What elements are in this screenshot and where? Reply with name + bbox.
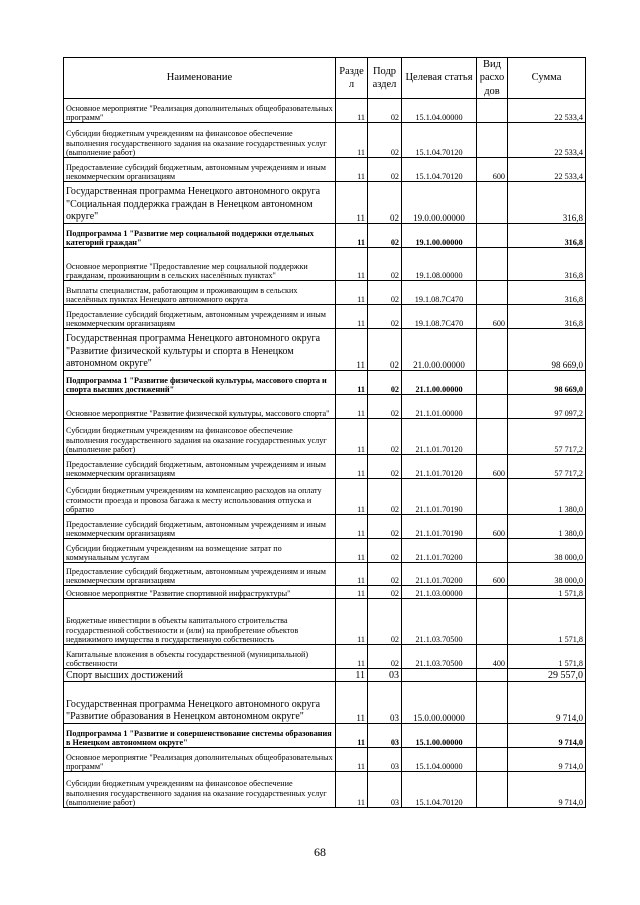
row-razdel: 11	[336, 395, 368, 419]
row-csr: 21.1.00.00000	[402, 371, 477, 395]
header-podrazdel: Подр аздел	[368, 58, 402, 99]
table-row	[64, 669, 586, 682]
row-vr	[477, 99, 508, 123]
row-name: Основное мероприятие "Развитие физической культуры, массового спорта"	[64, 395, 336, 419]
table-row	[64, 371, 586, 395]
row-razdel: 11	[336, 479, 368, 515]
table-row	[64, 182, 586, 224]
table-row	[64, 281, 586, 305]
row-razdel: 11	[336, 329, 368, 371]
row-podrazdel: 02	[368, 599, 402, 645]
table-row	[64, 539, 586, 563]
row-name: Капитальные вложения в объекты государственной (муниципальной) собственности	[64, 645, 336, 669]
row-sum: 1 380,0	[508, 479, 586, 515]
row-podrazdel: 02	[368, 281, 402, 305]
row-podrazdel: 02	[368, 563, 402, 586]
header-name: Наименование	[64, 58, 336, 99]
row-name: Основное мероприятие "Развитие спортивной инфраструктуры"	[64, 586, 336, 599]
row-sum: 9 714,0	[508, 724, 586, 748]
row-vr	[477, 224, 508, 248]
row-razdel: 11	[336, 158, 368, 182]
row-name: Субсидии бюджетным учреждениям на финансовое обеспечение выполнения государственного задания на оказание государственных услуг (выполнение работ)	[64, 772, 336, 808]
row-name: Субсидии бюджетным учреждениям на возмещение затрат по коммунальным услугам	[64, 539, 336, 563]
row-vr	[477, 479, 508, 515]
header-vr: Вид расхо дов	[477, 58, 508, 99]
row-csr: 15.0.00.00000	[402, 682, 477, 724]
table-row	[64, 455, 586, 479]
row-vr	[477, 248, 508, 281]
table-row	[64, 599, 586, 645]
row-name: Субсидии бюджетным учреждениям на финансовое обеспечение выполнения государственного задания на оказание государственных услуг (выполнение работ)	[64, 419, 336, 455]
row-podrazdel: 02	[368, 479, 402, 515]
row-sum: 22 533,4	[508, 123, 586, 158]
row-vr	[477, 748, 508, 772]
table-row	[64, 645, 586, 669]
row-sum: 57 717,2	[508, 419, 586, 455]
table-row	[64, 724, 586, 748]
row-razdel: 11	[336, 724, 368, 748]
row-name: Предоставление субсидий бюджетным, автономным учреждениям и иным некоммерческим организациям	[64, 455, 336, 479]
row-csr: 15.1.04.00000	[402, 99, 477, 123]
row-razdel: 11	[336, 748, 368, 772]
row-name: Субсидии бюджетным учреждениям на финансовое обеспечение выполнения государственного задания на оказание государственных услуг (выполнение работ)	[64, 123, 336, 158]
row-sum: 38 000,0	[508, 563, 586, 586]
row-vr: 600	[477, 563, 508, 586]
row-sum: 1 571,8	[508, 586, 586, 599]
row-vr	[477, 682, 508, 724]
row-razdel: 11	[336, 599, 368, 645]
row-vr: 600	[477, 455, 508, 479]
row-sum: 9 714,0	[508, 682, 586, 724]
row-name: Бюджетные инвестиции в объекты капитального строительства государственной собственности и (или) на приобретение объектов недвижимого имущества в государственную собственность	[64, 599, 336, 645]
row-vr	[477, 371, 508, 395]
row-csr: 21.1.01.70200	[402, 563, 477, 586]
header-razdel: Разде л	[336, 58, 368, 99]
row-csr: 15.1.04.70120	[402, 158, 477, 182]
row-sum: 9 714,0	[508, 748, 586, 772]
row-razdel: 11	[336, 248, 368, 281]
row-csr: 15.1.04.00000	[402, 748, 477, 772]
budget-table	[63, 57, 586, 808]
row-name: Предоставление субсидий бюджетным, автономным учреждениям и иным некоммерческим организациям	[64, 515, 336, 539]
row-razdel: 11	[336, 224, 368, 248]
row-name: Основное мероприятие "Предоставление мер социальной поддержки гражданам, проживающим в сельских населённых пунктах"	[64, 248, 336, 281]
row-csr: 21.1.01.70200	[402, 539, 477, 563]
row-csr: 21.1.03.70500	[402, 599, 477, 645]
row-name: Подпрограмма 1 "Развитие физической культуры, массового спорта и спорта высших достижений"	[64, 371, 336, 395]
row-sum: 57 717,2	[508, 455, 586, 479]
row-podrazdel: 03	[368, 724, 402, 748]
row-name: Выплаты специалистам, работающим и проживающим в сельских населённых пунктах Ненецкого автономного округа	[64, 281, 336, 305]
row-podrazdel: 02	[368, 305, 402, 329]
row-vr	[477, 669, 508, 682]
row-csr: 19.1.08.7С470	[402, 305, 477, 329]
row-razdel: 11	[336, 182, 368, 224]
row-sum: 38 000,0	[508, 539, 586, 563]
row-razdel: 11	[336, 281, 368, 305]
row-podrazdel: 03	[368, 772, 402, 808]
row-razdel: 11	[336, 682, 368, 724]
row-sum: 1 571,8	[508, 645, 586, 669]
table-row	[64, 479, 586, 515]
row-vr	[477, 281, 508, 305]
row-podrazdel: 03	[368, 669, 402, 682]
row-vr	[477, 724, 508, 748]
row-vr	[477, 182, 508, 224]
row-vr: 600	[477, 305, 508, 329]
row-podrazdel: 02	[368, 182, 402, 224]
row-podrazdel: 02	[368, 395, 402, 419]
table-row	[64, 748, 586, 772]
row-sum: 316,8	[508, 248, 586, 281]
row-podrazdel: 03	[368, 748, 402, 772]
row-csr: 21.0.00.00000	[402, 329, 477, 371]
row-vr	[477, 772, 508, 808]
table-body	[64, 99, 586, 808]
row-csr: 21.1.01.70190	[402, 479, 477, 515]
row-name: Предоставление субсидий бюджетным, автономным учреждениям и иным некоммерческим организациям	[64, 563, 336, 586]
row-sum: 1 380,0	[508, 515, 586, 539]
row-razdel: 11	[336, 419, 368, 455]
row-podrazdel: 02	[368, 515, 402, 539]
row-podrazdel: 03	[368, 682, 402, 724]
row-sum: 316,8	[508, 182, 586, 224]
table-row	[64, 395, 586, 419]
row-sum: 22 533,4	[508, 99, 586, 123]
row-csr: 19.1.08.00000	[402, 248, 477, 281]
row-csr: 21.1.03.00000	[402, 586, 477, 599]
page-number: 68	[314, 845, 326, 859]
row-razdel: 11	[336, 99, 368, 123]
table-row	[64, 515, 586, 539]
row-razdel: 11	[336, 515, 368, 539]
row-razdel: 11	[336, 455, 368, 479]
table-row	[64, 419, 586, 455]
row-vr	[477, 419, 508, 455]
table-row	[64, 158, 586, 182]
table-row	[64, 224, 586, 248]
row-name: Государственная программа Ненецкого автономного округа "Развитие физической культуры и спорта в Ненецком автономном округе"	[64, 329, 336, 371]
row-podrazdel: 02	[368, 123, 402, 158]
row-name: Государственная программа Ненецкого автономного округа "Развитие образования в Ненецком автономном округе"	[64, 682, 336, 724]
row-csr: 15.1.04.70120	[402, 772, 477, 808]
table-row	[64, 586, 586, 599]
row-vr	[477, 599, 508, 645]
row-sum: 97 097,2	[508, 395, 586, 419]
row-razdel: 11	[336, 669, 368, 682]
row-podrazdel: 02	[368, 586, 402, 599]
row-name: Подпрограмма 1 "Развитие и совершенствование системы образования в Ненецком автономном округе"	[64, 724, 336, 748]
table-row	[64, 563, 586, 586]
table-row	[64, 772, 586, 808]
row-sum: 22 533,4	[508, 158, 586, 182]
row-vr: 600	[477, 515, 508, 539]
table-row	[64, 682, 586, 724]
row-name: Основное мероприятие "Реализация дополнительных общеобразовательных программ"	[64, 748, 336, 772]
row-podrazdel: 02	[368, 371, 402, 395]
row-sum: 29 557,0	[508, 669, 586, 682]
row-csr	[402, 669, 477, 682]
row-vr	[477, 539, 508, 563]
row-sum: 98 669,0	[508, 329, 586, 371]
row-name: Предоставление субсидий бюджетным, автономным учреждениям и иным некоммерческим организациям	[64, 158, 336, 182]
table-row	[64, 99, 586, 123]
row-csr: 21.1.01.00000	[402, 395, 477, 419]
row-name: Спорт высших достижений	[64, 669, 336, 682]
row-vr: 400	[477, 645, 508, 669]
row-vr	[477, 123, 508, 158]
row-podrazdel: 02	[368, 158, 402, 182]
row-name: Государственная программа Ненецкого автономного округа "Социальная поддержка граждан в Ненецком автономном округе"	[64, 182, 336, 224]
row-podrazdel: 02	[368, 99, 402, 123]
row-podrazdel: 02	[368, 539, 402, 563]
row-podrazdel: 02	[368, 248, 402, 281]
row-csr: 19.0.00.00000	[402, 182, 477, 224]
row-razdel: 11	[336, 539, 368, 563]
row-podrazdel: 02	[368, 455, 402, 479]
row-sum: 316,8	[508, 224, 586, 248]
row-csr: 21.1.03.70500	[402, 645, 477, 669]
row-podrazdel: 02	[368, 224, 402, 248]
row-csr: 19.1.00.00000	[402, 224, 477, 248]
row-vr: 600	[477, 158, 508, 182]
row-name: Основное мероприятие "Реализация дополнительных общеобразовательных программ"	[64, 99, 336, 123]
row-name: Подпрограмма 1 "Развитие мер социальной поддержки отдельных категорий граждан"	[64, 224, 336, 248]
row-razdel: 11	[336, 563, 368, 586]
row-razdel: 11	[336, 645, 368, 669]
table-row	[64, 123, 586, 158]
row-csr: 21.1.01.70120	[402, 419, 477, 455]
row-csr: 21.1.01.70120	[402, 455, 477, 479]
row-sum: 316,8	[508, 305, 586, 329]
row-vr	[477, 395, 508, 419]
row-name: Субсидии бюджетным учреждениям на компенсацию расходов на оплату стоимости проезда и провоза багажа к месту использования отпуска и обратно	[64, 479, 336, 515]
header-csr: Целевая статья	[402, 58, 477, 99]
row-csr: 19.1.08.7С470	[402, 281, 477, 305]
row-vr	[477, 586, 508, 599]
row-sum: 1 571,8	[508, 599, 586, 645]
row-razdel: 11	[336, 772, 368, 808]
row-csr: 21.1.01.70190	[402, 515, 477, 539]
header-sum: Сумма	[508, 58, 586, 99]
row-razdel: 11	[336, 305, 368, 329]
row-razdel: 11	[336, 371, 368, 395]
row-podrazdel: 02	[368, 329, 402, 371]
table-header-row	[64, 58, 586, 99]
row-name: Предоставление субсидий бюджетным, автономным учреждениям и иным некоммерческим организациям	[64, 305, 336, 329]
row-csr: 15.1.04.70120	[402, 123, 477, 158]
row-razdel: 11	[336, 123, 368, 158]
row-sum: 9 714,0	[508, 772, 586, 808]
table-row	[64, 305, 586, 329]
row-sum: 98 669,0	[508, 371, 586, 395]
row-csr: 15.1.00.00000	[402, 724, 477, 748]
table-row	[64, 329, 586, 371]
table-row	[64, 248, 586, 281]
row-razdel: 11	[336, 586, 368, 599]
row-vr	[477, 329, 508, 371]
row-podrazdel: 02	[368, 645, 402, 669]
row-sum: 316,8	[508, 281, 586, 305]
row-podrazdel: 02	[368, 419, 402, 455]
